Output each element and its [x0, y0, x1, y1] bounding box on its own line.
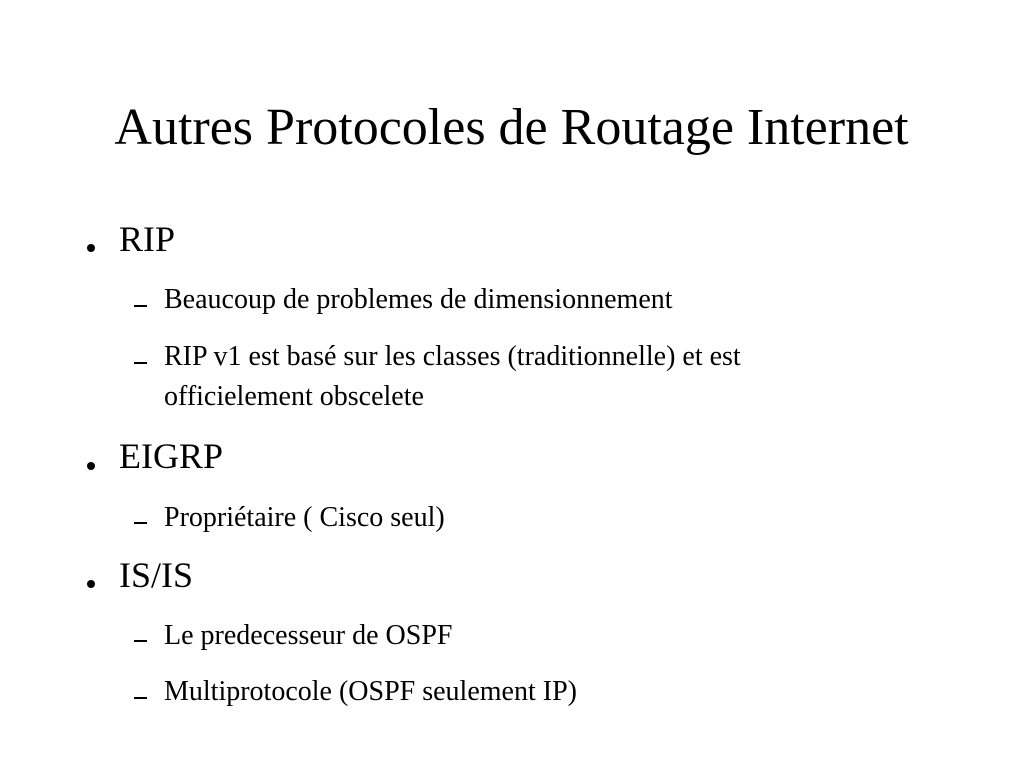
- sub-bullet-isis-1: Le predecesseur de OSPF: [164, 620, 453, 651]
- sub-bullet-rip-1: Beaucoup de problemes de dimensionnement: [164, 284, 673, 315]
- sub-bullet-rip-2: RIP v1 est basé sur les classes (traditionnelle) et est: [164, 341, 741, 372]
- dash-icon: [134, 362, 147, 364]
- bullet-eigrp: EIGRP: [119, 436, 224, 476]
- bullet-rip: RIP: [119, 219, 176, 259]
- bullet-icon: [87, 580, 95, 588]
- sub-bullet-rip-2-continued: officielement obscelete: [164, 381, 424, 412]
- bullet-isis: IS/IS: [119, 555, 194, 595]
- bullet-icon: [87, 244, 95, 252]
- sub-bullet-eigrp-1: Propriétaire ( Cisco seul): [164, 502, 445, 533]
- bullet-icon: [87, 462, 95, 470]
- dash-icon: [134, 640, 147, 642]
- dash-icon: [134, 697, 147, 699]
- dash-icon: [134, 522, 147, 524]
- slide-title: Autres Protocoles de Routage Internet: [114, 99, 909, 156]
- dash-icon: [134, 305, 147, 307]
- sub-bullet-isis-2: Multiprotocole (OSPF seulement IP): [164, 676, 577, 707]
